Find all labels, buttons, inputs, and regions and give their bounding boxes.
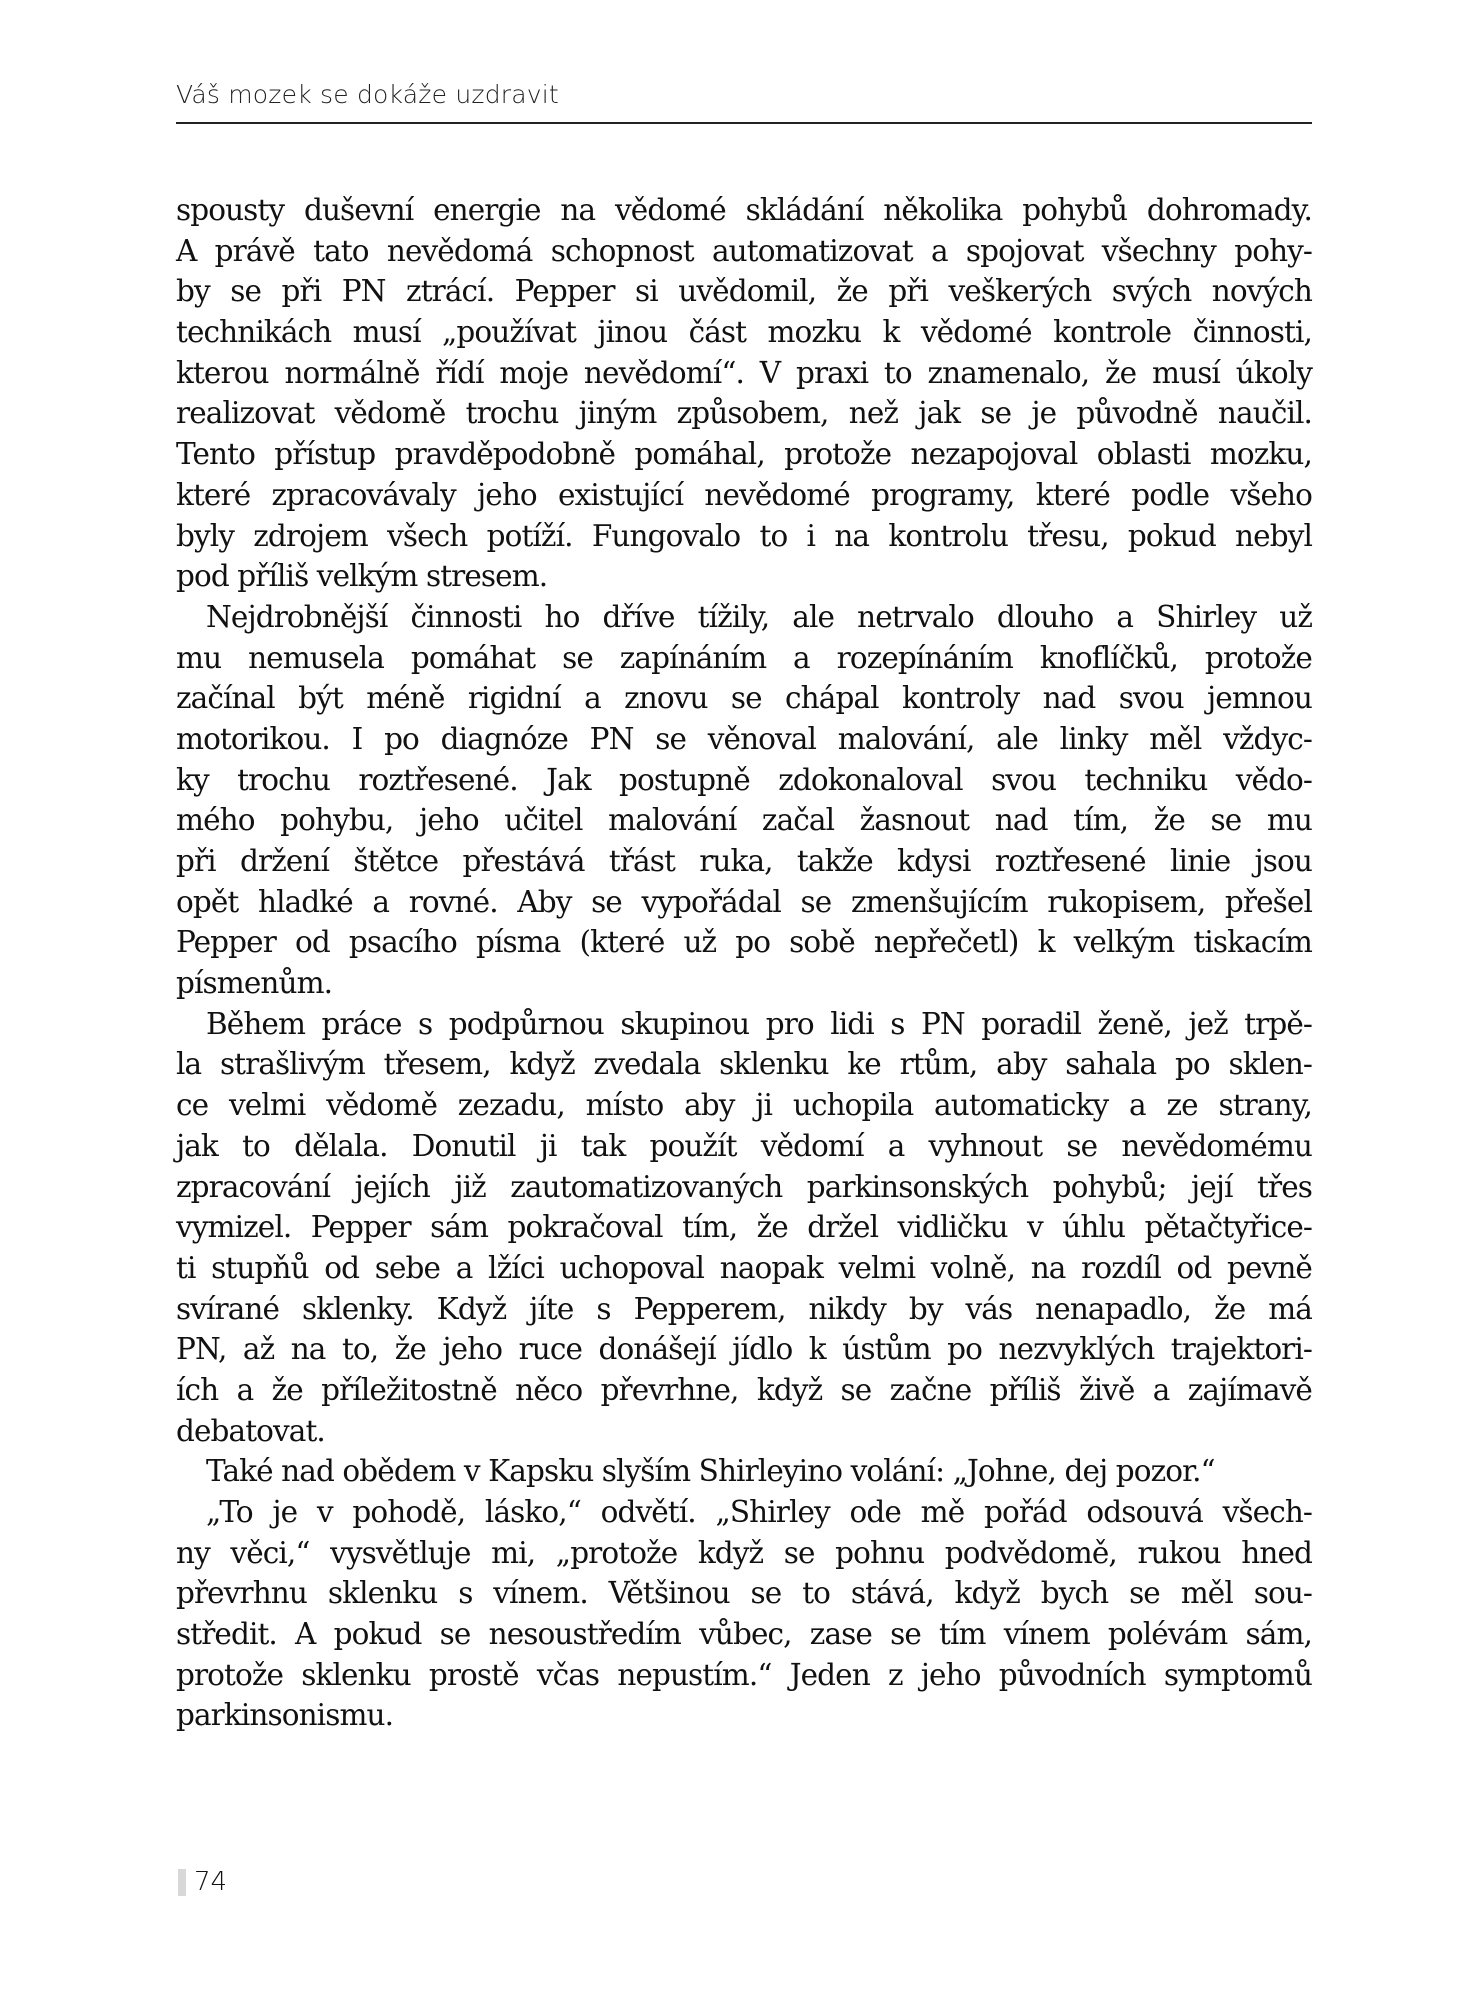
text-line: byly zdrojem všech potíží. Fungovalo to i na kontrolu třesu, pokud nebyl — [176, 518, 1312, 553]
text-line: spousty duševní energie na vědomé skládání několika pohybů dohromady. — [176, 193, 1312, 227]
page-folio — [178, 1867, 227, 1897]
running-head-title: Váš mozek se dokáže uzdravit — [176, 80, 559, 109]
text-line: ky trochu roztřesené. Jak postupně zdokonaloval svou techniku vědo- — [176, 762, 1312, 797]
text-line: Pepper od psacího písma (které už po sobě nepřečetl) k velkým tiskacím — [176, 925, 1312, 960]
text-line: by se při PN ztrácí. Pepper si uvědomil, že při veškerých svých nových — [176, 274, 1312, 309]
text-line: které zpracovávaly jeho existující nevědomé programy, které podle všeho — [176, 477, 1312, 512]
body-text — [176, 190, 1312, 1736]
text-line: zpracování jejích již zautomatizovaných parkinsonských pohybů; její třes — [176, 1169, 1312, 1204]
text-line: protože sklenku prostě včas nepustím.“ Jeden z jeho původních symptomů — [176, 1657, 1312, 1692]
text-line: realizovat vědomě trochu jiným způsobem, než jak se je původně naučil. — [176, 396, 1312, 431]
text-line: motorikou. I po diagnóze PN se věnoval malování, ale linky měl vždyc- — [176, 721, 1312, 756]
text-line: kterou normálně řídí moje nevědomí“. V praxi to znamenalo, že musí úkoly — [176, 355, 1312, 390]
text-line: opět hladké a rovné. Aby se vypořádal se zmenšujícím rukopisem, přešel — [176, 884, 1312, 919]
text-line: Během práce s podpůrnou skupinou pro lidi s PN poradil ženě, jež trpě- — [206, 1006, 1312, 1041]
text-line: PN, až na to, že jeho ruce donášejí jídlo k ústům po nezvyklých trajektori- — [176, 1332, 1312, 1367]
text-line: A právě tato nevědomá schopnost automatizovat a spojovat všechny pohy- — [176, 233, 1312, 268]
header-rule — [176, 122, 1312, 124]
text-line: Také nad obědem v Kapsku slyším Shirleyino volání: „Johne, dej pozor.“ — [206, 1454, 1215, 1489]
text-line: mého pohybu, jeho učitel malování začal žasnout nad tím, že se mu — [176, 803, 1312, 838]
text-line: vymizel. Pepper sám pokračoval tím, že držel vidličku v úhlu pětačtyřice- — [176, 1210, 1312, 1245]
text-line: písmenům. — [176, 966, 333, 1001]
text-line: technikách musí „používat jinou část mozku k vědomé kontrole činnosti, — [176, 315, 1312, 350]
text-line: ti stupňů od sebe a lžíci uchopoval naopak velmi volně, na rozdíl od pevně — [176, 1250, 1312, 1285]
text-line: převrhnu sklenku s vínem. Většinou se to stává, když bych se měl sou- — [176, 1576, 1312, 1611]
text-line: ce velmi vědomě zezadu, místo aby ji uchopila automaticky a ze strany, — [176, 1088, 1312, 1123]
text-line: pod příliš velkým stresem. — [176, 559, 548, 594]
text-line: debatovat. — [176, 1413, 325, 1448]
text-line: ny věci,“ vysvětluje mi, „protože když se pohnu podvědomě, rukou hned — [176, 1535, 1312, 1570]
folio-bar-marker — [178, 1869, 186, 1896]
text-line: začínal být méně rigidní a znovu se chápal kontroly nad svou jemnou — [176, 681, 1312, 716]
text-line: la strašlivým třesem, když zvedala sklenku ke rtům, aby sahala po sklen- — [176, 1047, 1312, 1082]
text-line: „To je v pohodě, lásko,“ odvětí. „Shirley ode mě pořád odsouvá všech- — [206, 1495, 1312, 1529]
page-number: 74 — [194, 1867, 228, 1897]
text-line: středit. A pokud se nesoustředím vůbec, zase se tím vínem polévám sám, — [176, 1617, 1312, 1652]
text-line: při držení štětce přestává třást ruka, takže kdysi roztřesené linie jsou — [176, 844, 1312, 878]
text-line: svírané sklenky. Když jíte s Pepperem, nikdy by vás nenapadlo, že má — [176, 1291, 1312, 1326]
text-line: Tento přístup pravděpodobně pomáhal, protože nezapojoval oblasti mozku, — [176, 437, 1312, 472]
text-line: ích a že příležitostně něco převrhne, když se začne příliš živě a zajímavě — [176, 1372, 1312, 1407]
text-line: mu nemusela pomáhat se zapínáním a rozepínáním knoflíčků, protože — [176, 640, 1312, 675]
text-line: jak to dělala. Donutil ji tak použít vědomí a vyhnout se nevědomému — [176, 1128, 1312, 1163]
text-line: Nejdrobnější činnosti ho dříve tížily, ale netrvalo dlouho a Shirley už — [206, 599, 1312, 634]
text-line: parkinsonismu. — [176, 1698, 394, 1733]
